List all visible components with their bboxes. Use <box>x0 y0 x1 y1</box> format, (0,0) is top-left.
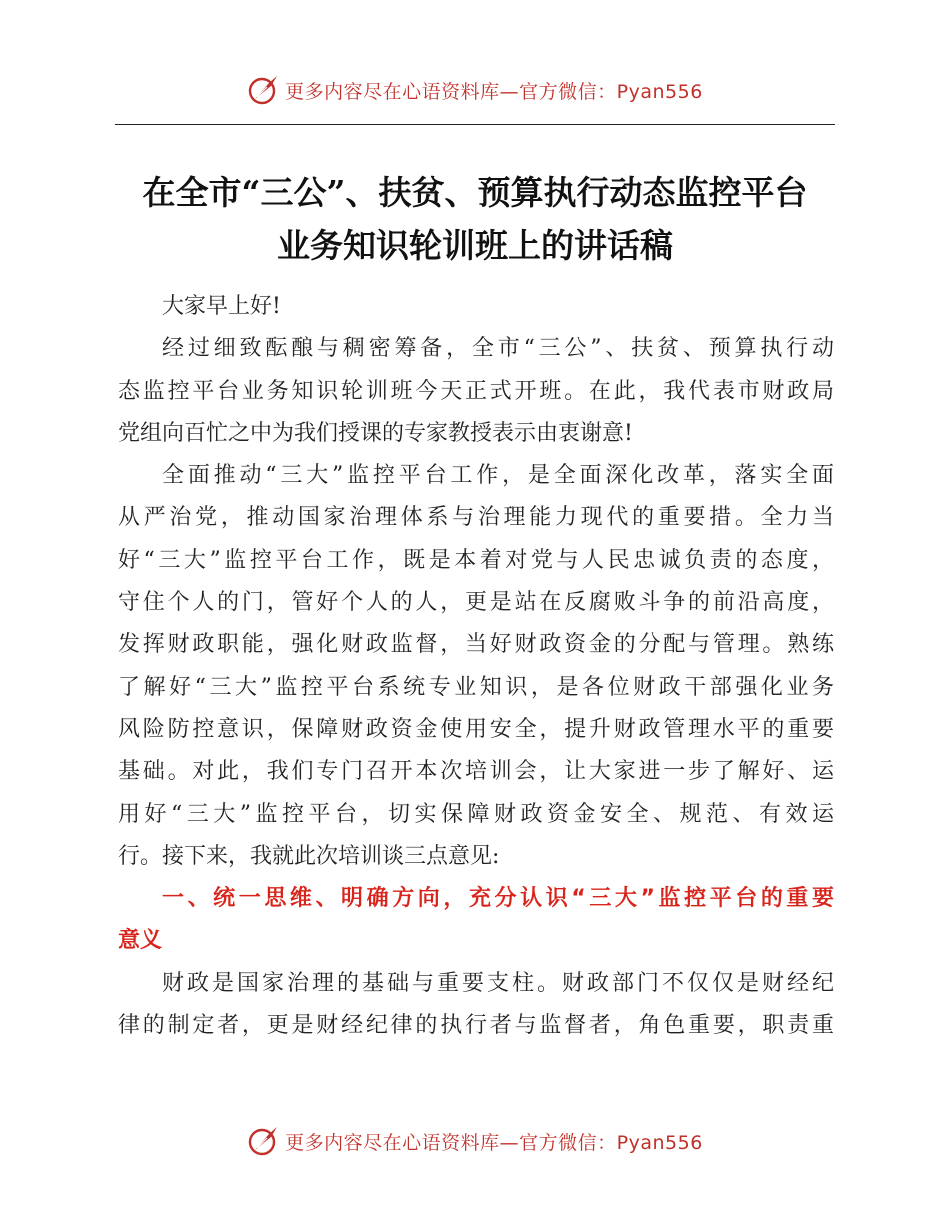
quill-logo-icon <box>247 1124 281 1158</box>
paragraph-2 <box>118 455 834 878</box>
header-rule <box>115 124 835 125</box>
p3-line-2: 律的制定者，更是财经纪律的执行者与监督者，角色重要，职责重 <box>118 1013 834 1039</box>
p1-line-2: 态监控平台业务知识轮训班今天正式开班。在此，我代表市财政局 <box>118 378 834 404</box>
p2-line-8: 基础。对此，我们专门召开本次培训会，让大家进一步了解好、运 <box>118 759 834 785</box>
document-body <box>118 286 834 1047</box>
p2-line-7: 风险防控意识，保障财政资金使用安全，提升财政管理水平的重要 <box>118 716 834 742</box>
banner-text: 更多内容尽在心语资料库—官方微信：Pyan556 <box>285 80 703 103</box>
section-heading-1 <box>118 878 834 963</box>
p2-line-2: 从严治党，推动国家治理体系与治理能力现代的重要措。全力当 <box>118 505 834 531</box>
p2-line-10: 行。接下来，我就此次培训谈三点意见: <box>118 843 500 869</box>
p2-line-6: 了解好“三大”监控平台系统专业知识，是各位财政干部强化业务 <box>118 674 834 700</box>
paragraph-1 <box>118 328 834 455</box>
quill-logo-icon <box>247 73 281 107</box>
heading1-line-2: 意义 <box>118 928 163 954</box>
heading1-line-1: 一、统一思维、明确方向，充分认识“三大”监控平台的重要 <box>162 886 834 912</box>
greeting-paragraph <box>118 286 834 328</box>
title-line-2: 业务知识轮训班上的讲话稿 <box>277 226 673 265</box>
p2-line-3: 好“三大”监控平台工作，既是本着对党与人民忠诚负责的态度， <box>118 547 834 573</box>
banner-text: 更多内容尽在心语资料库—官方微信：Pyan556 <box>285 1131 703 1154</box>
header-banner <box>0 70 950 110</box>
title-line-1: 在全市“三公”、扶贫、预算执行动态监控平台 <box>142 173 808 212</box>
paragraph-3 <box>118 963 834 1048</box>
p3-line-1: 财政是国家治理的基础与重要支柱。财政部门不仅仅是财经纪 <box>162 970 834 996</box>
footer-banner <box>0 1121 950 1161</box>
greeting-line: 大家早上好! <box>162 294 281 319</box>
p1-line-3: 党组向百忙之中为我们授课的专家教授表示由衷谢意! <box>118 420 633 446</box>
p2-line-5: 发挥财政职能，强化财政监督，当好财政资金的分配与管理。熟练 <box>118 632 834 658</box>
document-title <box>100 166 850 272</box>
p2-line-4: 守住个人的门，管好个人的人，更是站在反腐败斗争的前沿高度， <box>118 590 834 616</box>
p2-line-9: 用好“三大”监控平台，切实保障财政资金安全、规范、有效运 <box>118 801 834 827</box>
p2-line-1: 全面推动“三大”监控平台工作，是全面深化改革，落实全面 <box>162 463 834 489</box>
p1-line-1: 经过细致酝酿与稠密筹备，全市“三公”、扶贫、预算执行动 <box>162 336 834 362</box>
